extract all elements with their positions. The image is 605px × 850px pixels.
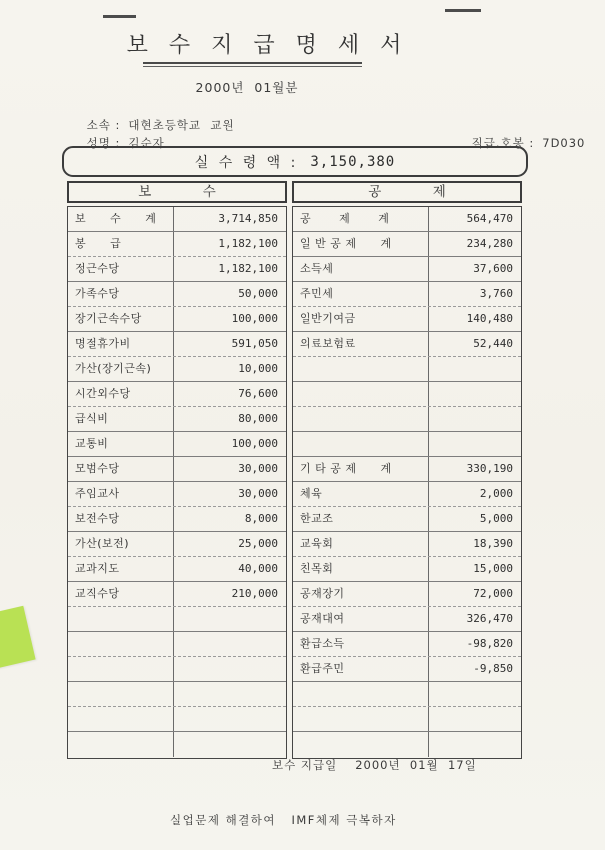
table-row — [68, 232, 286, 257]
row-label: 가산(장기근속) — [68, 357, 174, 381]
row-value: 3,760 — [479, 287, 513, 300]
table-row — [293, 657, 521, 682]
table-row — [293, 257, 521, 282]
table-row — [293, 607, 521, 632]
row-value — [429, 357, 521, 381]
row-label: 보 수 계 — [68, 207, 174, 231]
table-row — [293, 457, 521, 482]
row-value: 2,000 — [479, 487, 513, 500]
row-label — [293, 357, 429, 381]
table-row — [68, 632, 286, 657]
row-label: 가족수당 — [68, 282, 174, 306]
row-label: 공재대여 — [293, 607, 429, 631]
table-row — [68, 532, 286, 557]
row-label: 공 제 계 — [293, 207, 429, 231]
table-row — [68, 332, 286, 357]
row-label: 교과지도 — [68, 557, 174, 581]
row-value — [174, 732, 286, 757]
row-label: 일반기여금 — [293, 307, 429, 331]
pay-column-header: 보 수 — [67, 181, 287, 203]
table-row — [68, 432, 286, 457]
table-row — [293, 707, 521, 732]
name-label: 성명 : — [86, 136, 121, 150]
table-row — [293, 332, 521, 357]
row-value: 1,182,100 — [218, 262, 278, 275]
row-value: 591,050 — [231, 337, 278, 350]
row-value: 80,000 — [238, 412, 278, 425]
table-row — [293, 407, 521, 432]
row-value: 3,714,850 — [218, 212, 278, 225]
table-row — [68, 557, 286, 582]
row-value — [429, 732, 521, 757]
table-row — [68, 707, 286, 732]
affiliation-label: 소속 : — [86, 118, 121, 132]
row-value: 52,440 — [473, 337, 513, 350]
row-label: 환급주민 — [293, 657, 429, 681]
pay-period: 2000년 01월분 — [195, 80, 299, 95]
table-row — [68, 357, 286, 382]
row-value: 1,182,100 — [218, 237, 278, 250]
sticky-note — [0, 606, 36, 669]
row-label: 보전수당 — [68, 507, 174, 531]
table-row — [68, 482, 286, 507]
table-row — [293, 232, 521, 257]
row-label: 가산(보전) — [68, 532, 174, 556]
row-value: 326,470 — [466, 612, 513, 625]
table-row — [293, 307, 521, 332]
row-value — [429, 407, 521, 431]
table-row — [293, 557, 521, 582]
row-label: 의료보험료 — [293, 332, 429, 356]
name-value: 김순자 — [128, 136, 165, 150]
row-label: 장기근속수당 — [68, 307, 174, 331]
table-row — [293, 682, 521, 707]
row-label: 기 타 공 제 계 — [293, 457, 429, 481]
pay-date-label: 보수 지급일 — [272, 758, 338, 772]
row-value: 234,280 — [466, 237, 513, 250]
row-value — [174, 682, 286, 706]
row-value: 50,000 — [238, 287, 278, 300]
row-label — [68, 657, 174, 681]
row-label — [293, 382, 429, 406]
table-row — [293, 732, 521, 757]
title-underline — [143, 62, 362, 67]
row-value — [174, 657, 286, 681]
table-row — [68, 257, 286, 282]
row-value: 564,470 — [466, 212, 513, 225]
row-label — [293, 707, 429, 731]
row-value — [174, 632, 286, 656]
row-value: 30,000 — [238, 487, 278, 500]
table-row — [68, 282, 286, 307]
row-value: 5,000 — [479, 512, 513, 525]
net-pay-label: 실 수 령 액 : — [194, 154, 299, 171]
row-label — [293, 682, 429, 706]
row-label: 친목회 — [293, 557, 429, 581]
row-value: -98,820 — [466, 637, 513, 650]
row-label: 시간외수당 — [68, 382, 174, 406]
row-value — [429, 682, 521, 706]
row-value: 37,600 — [473, 262, 513, 275]
row-value: 15,000 — [473, 562, 513, 575]
row-value: 330,190 — [466, 462, 513, 475]
rank-value: 7D030 — [542, 136, 586, 150]
row-label: 교직수당 — [68, 582, 174, 606]
deduction-column-header: 공 제 — [292, 181, 522, 203]
row-label — [293, 432, 429, 456]
row-label: 급식비 — [68, 407, 174, 431]
row-label: 일 반 공 제 계 — [293, 232, 429, 256]
row-label — [293, 407, 429, 431]
row-value: 210,000 — [231, 587, 278, 600]
table-row — [293, 532, 521, 557]
row-value: 40,000 — [238, 562, 278, 575]
row-value: 18,390 — [473, 537, 513, 550]
row-label: 주민세 — [293, 282, 429, 306]
table-row — [293, 207, 521, 232]
table-row — [68, 657, 286, 682]
row-label: 공재장기 — [293, 582, 429, 606]
table-row — [293, 282, 521, 307]
deduction-table — [292, 206, 522, 759]
row-label: 교육회 — [293, 532, 429, 556]
row-label: 교통비 — [68, 432, 174, 456]
row-label: 환급소득 — [293, 632, 429, 656]
net-pay-box — [62, 146, 528, 177]
table-row — [293, 382, 521, 407]
net-pay-amount: 3,150,380 — [310, 153, 396, 170]
row-value: -9,850 — [473, 662, 513, 675]
row-label: 체육 — [293, 482, 429, 506]
table-row — [68, 457, 286, 482]
table-row — [293, 632, 521, 657]
row-value — [429, 707, 521, 731]
table-row — [68, 607, 286, 632]
row-label: 명절휴가비 — [68, 332, 174, 356]
row-label — [68, 632, 174, 656]
row-label — [68, 707, 174, 731]
pay-date-line — [272, 757, 477, 773]
table-row — [68, 407, 286, 432]
table-row — [68, 382, 286, 407]
pay-table — [67, 206, 287, 759]
table-row — [68, 307, 286, 332]
row-value — [174, 707, 286, 731]
affiliation-value: 대현초등학교 교원 — [128, 118, 235, 132]
row-value: 140,480 — [466, 312, 513, 325]
row-label: 소득세 — [293, 257, 429, 281]
corner-mark-left — [103, 15, 136, 18]
row-label — [68, 607, 174, 631]
row-value: 100,000 — [231, 437, 278, 450]
row-label — [68, 732, 174, 757]
row-label: 한교조 — [293, 507, 429, 531]
row-label: 모범수당 — [68, 457, 174, 481]
footer-slogan: 실업문제 해결하여 IMF체제 극복하자 — [170, 813, 397, 827]
row-label — [293, 732, 429, 757]
row-value: 8,000 — [244, 512, 278, 525]
row-label — [68, 682, 174, 706]
table-row — [293, 432, 521, 457]
row-label: 봉 급 — [68, 232, 174, 256]
row-value: 100,000 — [231, 312, 278, 325]
table-row — [68, 682, 286, 707]
row-label: 정근수당 — [68, 257, 174, 281]
table-row — [68, 507, 286, 532]
table-row — [293, 357, 521, 382]
table-row — [293, 507, 521, 532]
row-value — [174, 607, 286, 631]
row-label: 주임교사 — [68, 482, 174, 506]
table-row — [68, 732, 286, 757]
row-value: 76,600 — [238, 387, 278, 400]
row-value — [429, 382, 521, 406]
row-value: 25,000 — [238, 537, 278, 550]
page-title: 보 수 지 급 명 세 서 — [126, 33, 409, 58]
table-row — [68, 582, 286, 607]
corner-mark-right — [445, 9, 481, 12]
table-row — [293, 582, 521, 607]
row-value: 72,000 — [473, 587, 513, 600]
table-row — [293, 482, 521, 507]
pay-date-value: 2000년 01월 17일 — [355, 758, 477, 772]
row-value — [429, 432, 521, 456]
rank-label: 직급.호봉 : — [471, 136, 535, 150]
row-value: 10,000 — [238, 362, 278, 375]
table-row — [68, 207, 286, 232]
row-value: 30,000 — [238, 462, 278, 475]
